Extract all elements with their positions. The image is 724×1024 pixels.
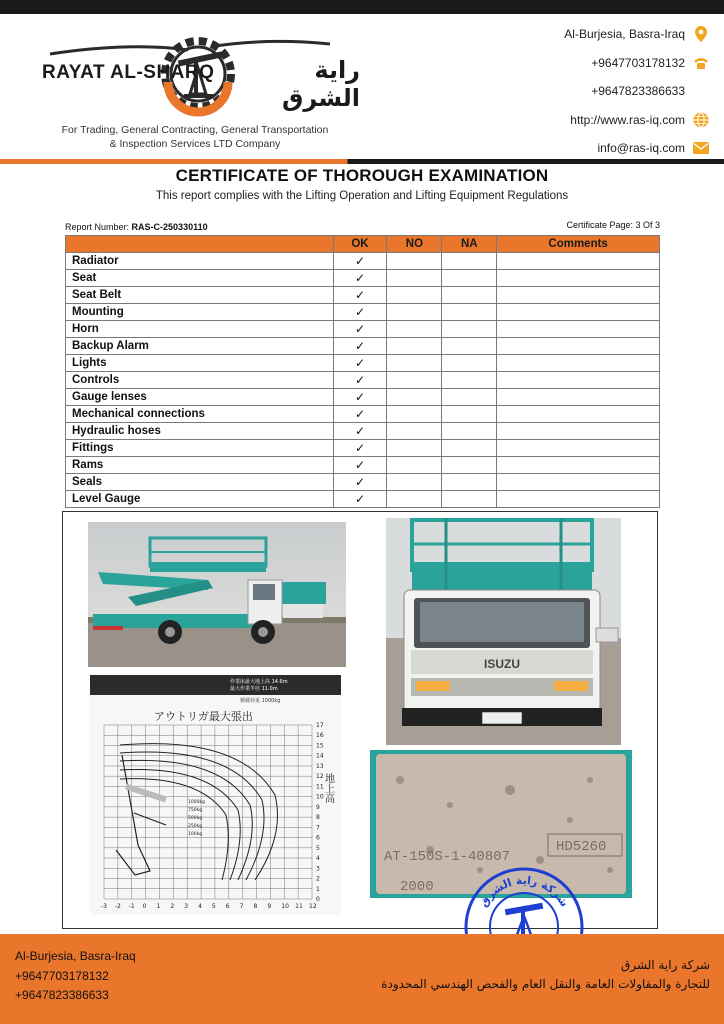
- chart-x-tick: 12: [309, 903, 317, 910]
- no-cell: [387, 270, 442, 287]
- chart-y-tick: 7: [316, 824, 320, 832]
- ok-checkmark: ✓: [333, 270, 387, 287]
- header-divider: [0, 159, 724, 164]
- chart-x-tick: 10: [281, 903, 289, 910]
- isuzu-badge: ISUZU: [484, 657, 520, 671]
- stamp-text-ar: شركة راية الشرق: [476, 873, 572, 910]
- footer-phone-2: +9647823386633: [15, 988, 109, 1002]
- ok-checkmark: ✓: [333, 355, 387, 372]
- footer-phone-1: +9647703178132: [15, 968, 109, 983]
- na-cell: [442, 270, 497, 287]
- no-cell: [387, 253, 442, 270]
- chart-y-tick: 3: [316, 865, 320, 873]
- table-row: [66, 338, 660, 355]
- ok-checkmark: ✓: [333, 321, 387, 338]
- mail-icon: [692, 139, 710, 157]
- plate-model: HD5260: [556, 839, 607, 855]
- chart-heading: アウトリガ最大張出: [154, 710, 253, 723]
- chart-x-tick: 8: [253, 903, 258, 910]
- plate-serial: AT-150S-1-40807: [384, 849, 511, 865]
- chart-x-tick: 9: [267, 903, 272, 910]
- footer-address: Al-Burjesia, Basra-Iraq: [15, 949, 136, 963]
- row-item-label: Horn: [66, 321, 334, 338]
- comments-cell: [497, 287, 660, 304]
- comments-cell: [497, 253, 660, 270]
- tagline-line-1: For Trading, General Contracting, General Transportation: [61, 124, 329, 136]
- footer-company-ar: [381, 956, 710, 994]
- row-item-label: Level Gauge: [66, 491, 334, 508]
- no-cell: [387, 457, 442, 474]
- na-cell: [442, 474, 497, 491]
- chart-load-label: 500kg: [188, 816, 203, 821]
- comments-cell: [497, 440, 660, 457]
- na-cell: [442, 287, 497, 304]
- no-cell: [387, 321, 442, 338]
- table-row: [66, 253, 660, 270]
- ok-checkmark: ✓: [333, 338, 387, 355]
- chart-x-tick: -3: [101, 903, 107, 910]
- top-dark-bar: [0, 0, 724, 14]
- comments-cell: [497, 270, 660, 287]
- chart-load-label: 250kg: [188, 824, 203, 829]
- contact-phone-1-text: +9647703178132: [591, 55, 685, 70]
- ok-checkmark: ✓: [333, 253, 387, 270]
- chart-y-tick: 1: [316, 885, 320, 893]
- chart-x-tick: 1: [156, 903, 161, 910]
- ok-checkmark: ✓: [333, 440, 387, 457]
- ok-checkmark: ✓: [333, 389, 387, 406]
- comments-cell: [497, 338, 660, 355]
- table-row: [66, 423, 660, 440]
- header-no: NO: [387, 236, 442, 253]
- inspection-checklist-table: [65, 235, 660, 508]
- chart-x-tick: 11: [295, 903, 303, 910]
- table-row: [66, 304, 660, 321]
- table-row: [66, 321, 660, 338]
- footer-contact: [15, 947, 136, 1006]
- table-row: [66, 287, 660, 304]
- row-item-label: Seat: [66, 270, 334, 287]
- comments-cell: [497, 474, 660, 491]
- row-item-label: Mounting: [66, 304, 334, 321]
- tagline-line-2: & Inspection Services LTD Company: [109, 138, 281, 150]
- contact-phone-2-text: +9647823386633: [591, 84, 685, 99]
- chart-x-tick: 6: [225, 903, 230, 910]
- table-row: [66, 406, 660, 423]
- ok-checkmark: ✓: [333, 423, 387, 440]
- table-row: [66, 389, 660, 406]
- table-row: [66, 440, 660, 457]
- comments-cell: [497, 355, 660, 372]
- row-item-label: Controls: [66, 372, 334, 389]
- contact-phone-1: [490, 49, 710, 78]
- chart-x-tick: 3: [184, 903, 189, 910]
- photo-truck-front: [386, 518, 621, 745]
- na-cell: [442, 372, 497, 389]
- report-number-value: RAS-C-250330110: [131, 222, 208, 232]
- na-cell: [442, 457, 497, 474]
- comments-cell: [497, 321, 660, 338]
- chart-x-tick: -2: [114, 903, 121, 910]
- company-tagline: [30, 123, 360, 151]
- row-item-label: Hydraulic hoses: [66, 423, 334, 440]
- contact-address-text: Al-Burjesia, Basra-Iraq: [564, 27, 685, 42]
- report-info-line: [65, 222, 660, 234]
- certificate-title: CERTIFICATE OF THOROUGH EXAMINATION: [175, 166, 549, 185]
- phone-icon: [692, 54, 710, 72]
- phone-spacer: [692, 82, 710, 100]
- chart-x-tick: 5: [211, 903, 216, 910]
- footer-services-ar: للتجارة والمقاولات العامة والنقل العام والفحص الهندسي المحدودة: [381, 977, 710, 991]
- no-cell: [387, 389, 442, 406]
- chart-y-tick: 16: [316, 732, 324, 740]
- ok-checkmark: ✓: [333, 304, 387, 321]
- chart-x-tick: 4: [198, 903, 202, 910]
- row-item-label: Radiator: [66, 253, 334, 270]
- chart-y-tick: 10: [316, 793, 324, 801]
- chart-y-tick: 15: [316, 742, 324, 750]
- company-logo: [30, 20, 360, 155]
- no-cell: [387, 287, 442, 304]
- chart-side-label: 地上高: [322, 773, 334, 803]
- na-cell: [442, 253, 497, 270]
- table-row: [66, 474, 660, 491]
- comments-cell: [497, 372, 660, 389]
- photo-load-chart: [90, 675, 341, 915]
- row-item-label: Backup Alarm: [66, 338, 334, 355]
- contact-website: [490, 106, 710, 135]
- comments-cell: [497, 457, 660, 474]
- chart-top-line3: 積載荷重 1000kg: [240, 698, 281, 704]
- chart-x-tick: -1: [128, 903, 135, 910]
- na-cell: [442, 389, 497, 406]
- chart-y-tick: 13: [316, 762, 324, 770]
- row-item-label: Seat Belt: [66, 287, 334, 304]
- table-row: [66, 457, 660, 474]
- plate-year: 2000: [400, 879, 434, 895]
- na-cell: [442, 491, 497, 508]
- header-ok: OK: [333, 236, 387, 253]
- ok-checkmark: ✓: [333, 474, 387, 491]
- na-cell: [442, 423, 497, 440]
- row-item-label: Gauge lenses: [66, 389, 334, 406]
- chart-x-tick: 0: [142, 903, 147, 910]
- contact-address: [490, 20, 710, 49]
- ok-checkmark: ✓: [333, 491, 387, 508]
- comments-cell: [497, 406, 660, 423]
- table-row: [66, 355, 660, 372]
- location-pin-icon: [692, 25, 710, 43]
- ok-checkmark: ✓: [333, 372, 387, 389]
- ok-checkmark: ✓: [333, 457, 387, 474]
- chart-x-tick: 2: [170, 903, 175, 910]
- contact-phone-2: [490, 77, 710, 106]
- chart-y-tick: 4: [316, 855, 320, 863]
- comments-cell: [497, 304, 660, 321]
- page-footer: [0, 934, 724, 1024]
- no-cell: [387, 338, 442, 355]
- contact-email-text: info@ras-iq.com: [597, 141, 685, 156]
- contact-website-text: http://www.ras-iq.com: [570, 112, 685, 127]
- row-item-label: Fittings: [66, 440, 334, 457]
- table-row: [66, 491, 660, 508]
- chart-y-tick: 8: [316, 814, 320, 822]
- photo-truck-side: [88, 522, 346, 667]
- chart-y-tick: 0: [316, 896, 320, 903]
- report-number-label: Report Number:: [65, 222, 130, 232]
- chart-y-tick: 9: [316, 803, 320, 811]
- na-cell: [442, 338, 497, 355]
- no-cell: [387, 355, 442, 372]
- row-item-label: Seals: [66, 474, 334, 491]
- chart-y-tick: 17: [316, 722, 324, 729]
- na-cell: [442, 304, 497, 321]
- certificate-subtitle: This report complies with the Lifting Operation and Lifting Equipment Regulations: [155, 190, 569, 202]
- chart-y-tick: 12: [316, 773, 324, 781]
- chart-y-tick: 2: [316, 875, 320, 883]
- no-cell: [387, 474, 442, 491]
- header-na: NA: [442, 236, 497, 253]
- no-cell: [387, 304, 442, 321]
- table-header-row: [66, 236, 660, 253]
- header-contact: [490, 20, 710, 163]
- chart-y-tick: 11: [316, 783, 324, 791]
- table-row: [66, 372, 660, 389]
- row-item-label: Rams: [66, 457, 334, 474]
- chart-x-tick: 7: [239, 903, 244, 910]
- brand-name-en: RAYAT AL-SHARQ: [42, 62, 215, 83]
- chart-top-line1: 作業床最大地上高 14.6m: [230, 679, 288, 685]
- brand-name-ar: راية الشرق: [281, 56, 360, 112]
- globe-icon: [692, 111, 710, 129]
- no-cell: [387, 406, 442, 423]
- no-cell: [387, 491, 442, 508]
- no-cell: [387, 372, 442, 389]
- comments-cell: [497, 491, 660, 508]
- header-item: [66, 236, 334, 253]
- chart-top-line2: 最大作業半径 11.0m: [230, 686, 278, 692]
- table-row: [66, 270, 660, 287]
- na-cell: [442, 321, 497, 338]
- chart-y-tick: 5: [316, 844, 320, 852]
- chart-load-label: 100kg: [188, 832, 203, 837]
- no-cell: [387, 440, 442, 457]
- comments-cell: [497, 423, 660, 440]
- header-comments: Comments: [497, 236, 660, 253]
- na-cell: [442, 406, 497, 423]
- chart-y-tick: 6: [316, 834, 320, 842]
- chart-load-label: 1000kg: [188, 800, 205, 805]
- chart-y-tick: 14: [316, 752, 324, 760]
- comments-cell: [497, 389, 660, 406]
- chart-load-label: 750kg: [188, 808, 203, 813]
- ok-checkmark: ✓: [333, 287, 387, 304]
- footer-company-name-ar: شركة راية الشرق: [621, 958, 710, 972]
- na-cell: [442, 355, 497, 372]
- row-item-label: Mechanical connections: [66, 406, 334, 423]
- ok-checkmark: ✓: [333, 406, 387, 423]
- row-item-label: Lights: [66, 355, 334, 372]
- certificate-page: Certificate Page: 3 Of 3: [566, 220, 660, 230]
- na-cell: [442, 440, 497, 457]
- report-number: [65, 222, 208, 232]
- no-cell: [387, 423, 442, 440]
